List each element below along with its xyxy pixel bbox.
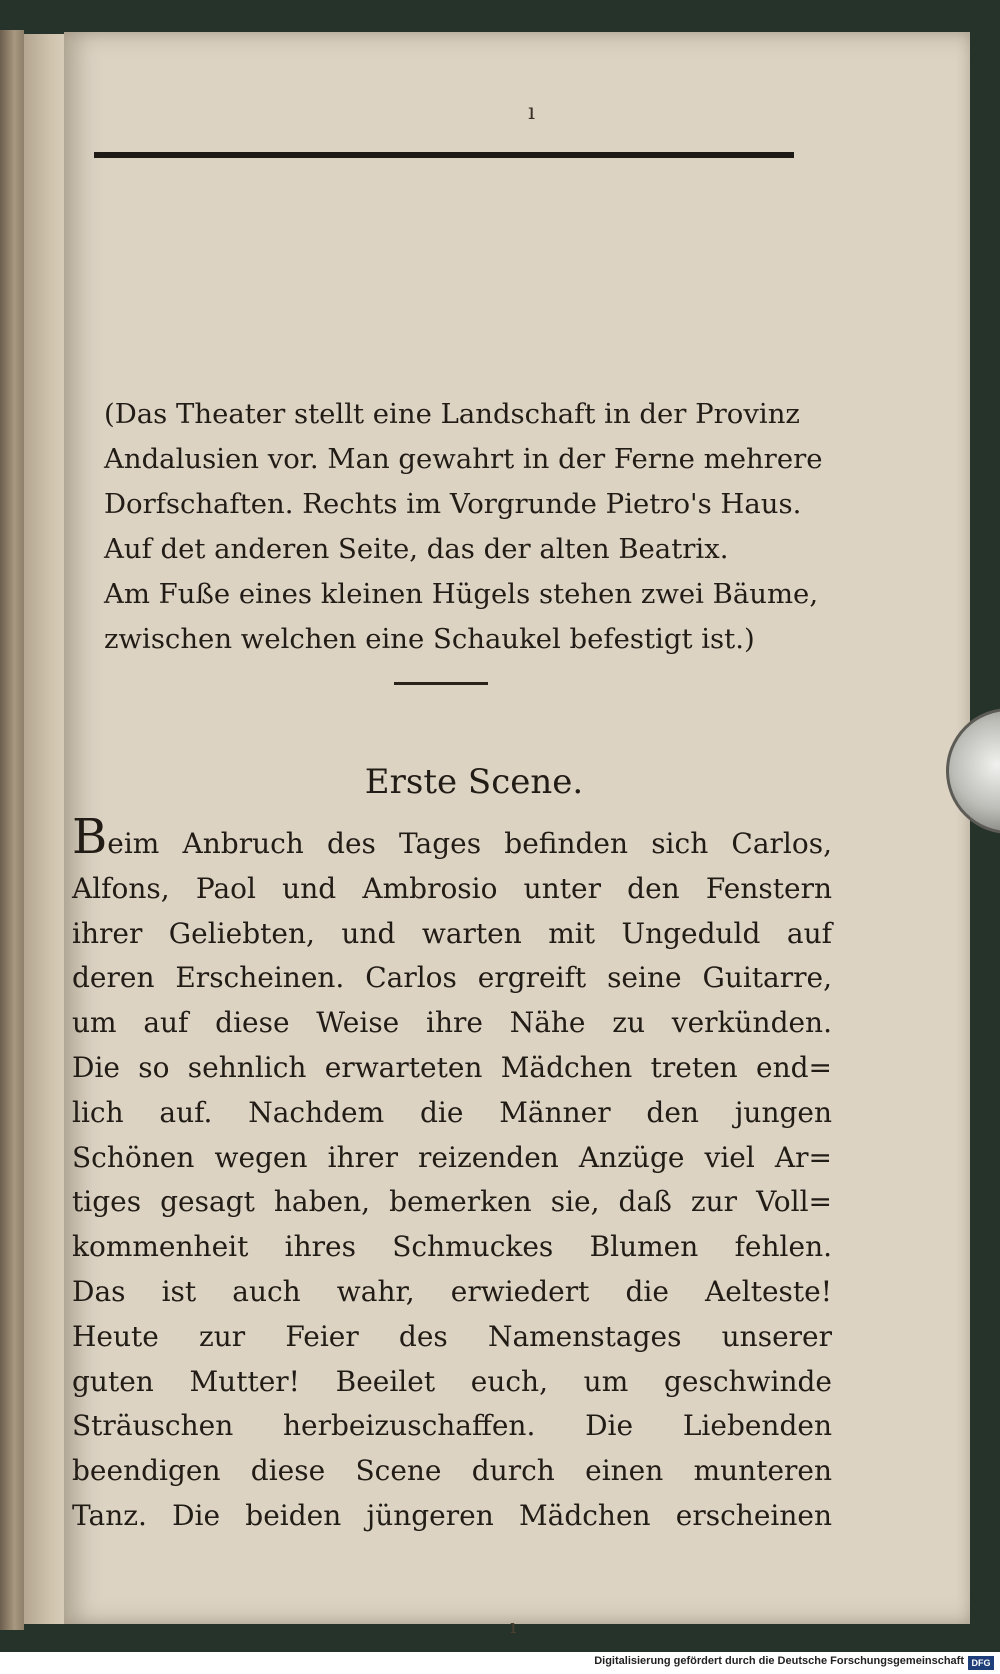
scene-heading: Erste Scene. [364,762,584,802]
body-line: Das ist auch wahr, erwiedert die Aelteste! [72,1274,832,1308]
body-line: Die so sehnlich erwarteten Mädchen treten end= [72,1050,832,1084]
left-page-edge [24,34,68,1624]
body-line: guten Mutter! Beeilet euch, um geschwinde [72,1364,832,1398]
body-line: kommenheit ihres Schmuckes Blumen fehlen. [72,1230,832,1264]
body-line: Beim Anbruch des Tages befinden sich Carlos, [72,809,832,865]
book-page [64,32,970,1638]
digitization-footer [0,1652,1000,1674]
body-line: lich auf. Nachdem die Männer den jungen [72,1095,832,1129]
body-line: Heute zur Feier des Namenstages unserer [72,1319,832,1353]
top-rule [94,152,794,158]
body-line: beendigen diese Scene durch einen munteren [72,1454,832,1488]
section-divider [394,682,488,685]
bottom-mark: ı [510,1614,517,1638]
footer-credit: Digitalisierung gefördert durch die Deutsche Forschungsgemeinschaft [594,1655,964,1667]
stage-direction-line: (Das Theater stellt eine Landschaft in der Provinz [104,398,800,430]
book-binding [0,30,24,1630]
body-text [72,809,832,1539]
stage-direction-line: zwischen welchen eine Schaukel befestigt ist.) [104,623,755,655]
body-line: um auf diese Weise ihre Nähe zu verkünden. [72,1006,832,1040]
stage-direction-line: Am Fuße eines kleinen Hügels stehen zwei Bäume, [104,578,819,610]
stage-direction [104,392,826,662]
body-line: ihrer Geliebten, und warten mit Ungeduld auf [72,916,832,950]
stage-direction-line: Auf det anderen Seite, das der alten Beatrix. [104,533,729,565]
body-line: Schönen wegen ihrer reizenden Anzüge viel Ar= [72,1140,832,1174]
stage-direction-line: Andalusien vor. Man gewahrt in der Ferne mehrere [104,443,823,475]
body-line: Sträuschen herbeizuschaffen. Die Liebenden [72,1409,832,1443]
body-line: tiges gesagt haben, bemerken sie, daß zur Voll= [72,1185,832,1219]
body-line: Tanz. Die beiden jüngeren Mädchen erscheinen [72,1498,832,1532]
body-line: deren Erscheinen. Carlos ergreift seine Guitarre, [72,961,832,995]
stage-direction-line: Dorfschaften. Rechts im Vorgrunde Pietro's Haus. [104,488,802,520]
page-mark: ı [528,100,536,125]
dfg-logo: DFG [968,1656,994,1670]
body-line: Alfons, Paol und Ambrosio unter den Fenstern [72,871,832,905]
